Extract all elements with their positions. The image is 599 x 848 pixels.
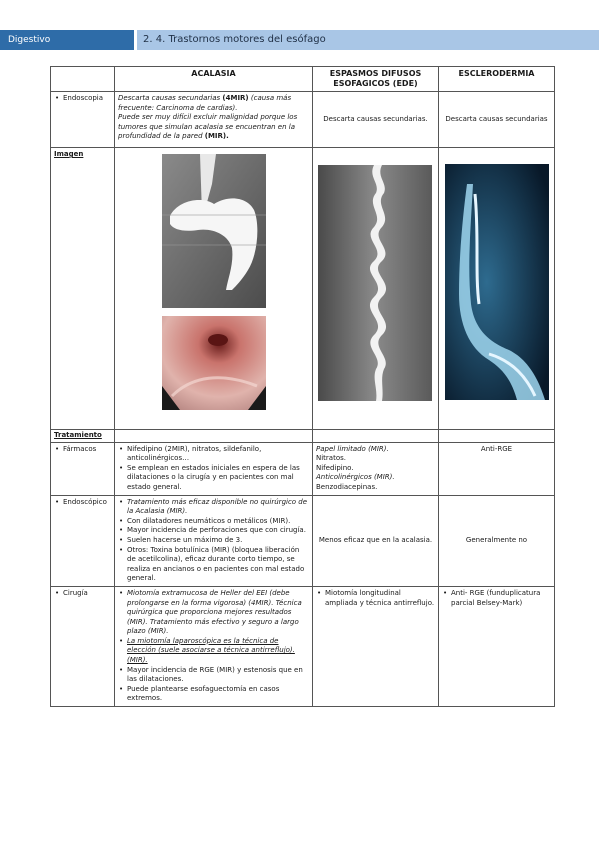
list-item: • Suelen hacerse un máximo de 3. — [118, 536, 309, 546]
cell-ede-cirugia — [313, 586, 439, 706]
table-row-farmacos — [51, 442, 555, 495]
page-title: 2. 4. Trastornos motores del esófago — [137, 30, 599, 50]
row-label — [51, 495, 115, 586]
cell-text: Anti-RGE — [480, 444, 513, 453]
text-line: Benzodiacepinas. — [316, 482, 378, 491]
row-label-text: • Endoscópico — [54, 498, 111, 508]
list-item: • Miotomía extramucosa de Heller del EEI (debe prolongarse en la forma vigorosa) (4MIR). Técnica quirúrgica que proporciona mejores resultados (MIR). Tratamiento más efectivo y seguro a largo plazo (MIR). — [118, 589, 309, 637]
cell-esclero-endoscopico — [439, 495, 555, 586]
cell-text: Generalmente no — [465, 535, 528, 544]
cell-ede-farmacos — [313, 442, 439, 495]
empty-cell — [313, 430, 439, 443]
table-row-imagen — [51, 148, 555, 430]
cell-acalasia-farmacos — [115, 442, 313, 495]
row-label — [51, 586, 115, 706]
row-label — [51, 148, 115, 430]
row-label — [51, 442, 115, 495]
cell-ede-endoscopia — [313, 92, 439, 148]
table-row-tratamiento-label — [51, 430, 555, 443]
col-header-acalasia: ACALASIA — [115, 67, 313, 92]
col-header-esclerodermia: ESCLERODERMIA — [439, 67, 555, 92]
xray-image-acalasia — [162, 154, 266, 308]
table-row-endoscopico — [51, 495, 555, 586]
list-item: • La miotomía laparoscópica es la técnica de elección (suele asociarse a técnica antirreflujo). (MIR). — [118, 637, 309, 666]
tratamiento-label: Tratamiento — [54, 431, 102, 439]
cell-esclero-cirugia — [439, 586, 555, 706]
xray-image-ede — [318, 165, 432, 401]
text-fragment: Descarta causas secundarias — [118, 94, 223, 102]
comparison-table — [50, 66, 555, 707]
text-fragment: (causa más frecuente: Carcinoma de cardias). — [118, 94, 292, 112]
text-line: Papel limitado (MIR). — [316, 444, 389, 453]
text-line: Anticolinérgicos (MIR). — [316, 473, 395, 482]
row-label-text: • Endoscopia — [54, 94, 111, 104]
endoscopy-image — [162, 316, 266, 410]
row-label-text: • Fármacos — [54, 445, 111, 455]
text-line: Nifedipino. — [316, 463, 354, 472]
cell-acalasia-cirugia — [115, 586, 313, 706]
mir-tag: (MIR). — [204, 132, 229, 141]
list-item: • Se emplean en estados iniciales en espera de las dilataciones o la cirugía y en pacientes con mal estado general. — [118, 464, 309, 493]
mir-tag: (4MIR) — [222, 94, 249, 102]
cell-text: Menos eficaz que en la acalasia. — [318, 535, 433, 544]
table-row-endoscopia — [51, 92, 555, 148]
table-header-row — [51, 67, 555, 92]
list-item: • Otros: Toxina botulínica (MIR) (bloquea liberación de acetilcolina), eficaz durante corto tiempo, se realiza en ancianos o en pacientes con mal estado general. — [118, 546, 309, 584]
empty-cell — [115, 430, 313, 443]
empty-cell — [439, 430, 555, 443]
page-header — [0, 30, 599, 50]
cell-esclero-endoscopia — [439, 92, 555, 148]
text-line: Nitratos. — [316, 454, 346, 463]
table-row-cirugia — [51, 586, 555, 706]
empty-header-cell — [51, 67, 115, 92]
cell-ede-endoscopico — [313, 495, 439, 586]
cell-acalasia-endoscopico — [115, 495, 313, 586]
row-label-text: • Cirugía — [54, 589, 111, 599]
list-item: • Anti- RGE (funduplicatura parcial Belsey-Mark) — [442, 589, 551, 608]
list-item: • Tratamiento más eficaz disponible no quirúrgico de la Acalasia (MIR). — [118, 498, 309, 517]
cell-acalasia-images — [115, 148, 313, 430]
list-item: • Nifedipino (2MIR), nitratos, sildefanilo, anticolinérgicos… — [118, 445, 309, 464]
list-item: • Miotomía longitudinal ampliada y técnica antirreflujo. — [316, 589, 435, 608]
list-item: • Puede plantearse esofaguectomía en casos extremos. — [118, 685, 309, 704]
cell-text: Descarta causas secundarias — [445, 114, 548, 123]
row-label — [51, 430, 115, 443]
cell-esclero-image — [439, 148, 555, 430]
list-item: • Mayor incidencia de RGE (MIR) y estenosis que en las dilataciones. — [118, 666, 309, 685]
cell-esclero-farmacos — [439, 442, 555, 495]
section-label: Digestivo — [0, 30, 134, 50]
cell-ede-image — [313, 148, 439, 430]
list-item: • Con dilatadores neumáticos o metálicos (MIR). — [118, 517, 309, 527]
cell-acalasia-endoscopia — [115, 92, 313, 148]
text-fragment: Puede ser muy difícil excluir malignidad porque los tumores que simulan acalasia se encuentran en la profundidad de la pared — [118, 113, 298, 141]
imagen-label: Imagen — [54, 150, 84, 158]
xray-image-esclerodermia — [445, 164, 549, 400]
row-label — [51, 92, 115, 148]
cell-text: Descarta causas secundarias. — [323, 114, 428, 123]
list-item: • Mayor incidencia de perforaciones que con cirugía. — [118, 526, 309, 536]
col-header-ede: ESPASMOS DIFUSOS ESOFAGICOS (EDE) — [313, 67, 439, 92]
